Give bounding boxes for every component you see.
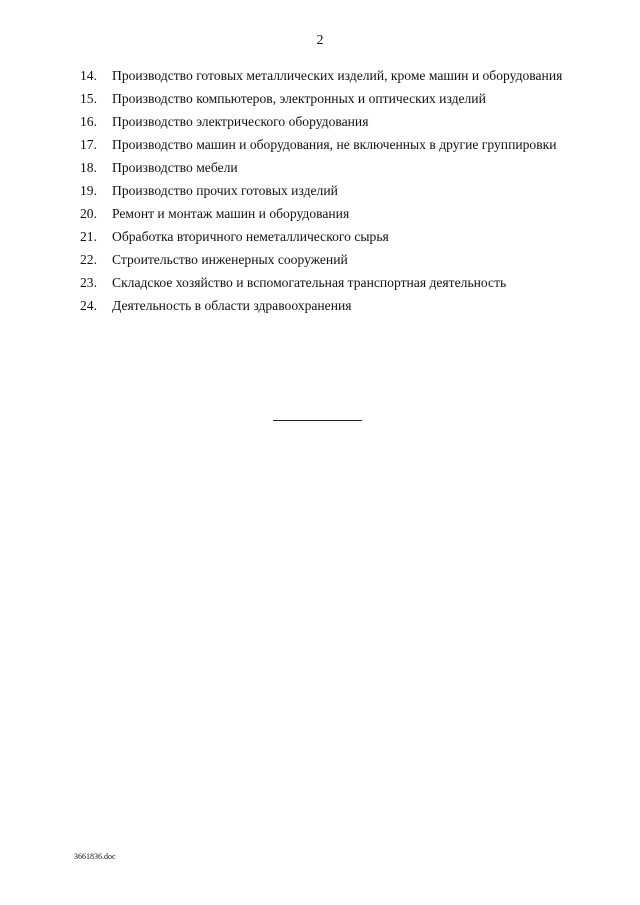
list-item bbox=[80, 91, 570, 107]
list-item-number: 23. bbox=[80, 275, 97, 290]
list-item-text: Производство готовых металлических изделий, кроме машин и оборудования bbox=[112, 68, 563, 83]
list-item-text: Производство прочих готовых изделий bbox=[112, 183, 338, 198]
list-item bbox=[80, 298, 570, 314]
list-item-number: 21. bbox=[80, 229, 97, 244]
list-item bbox=[80, 68, 570, 84]
list-item bbox=[80, 114, 570, 130]
list-item-text: Производство машин и оборудования, не включенных в другие группировки bbox=[112, 137, 557, 152]
list-item-text: Строительство инженерных сооружений bbox=[112, 252, 348, 267]
list-item-number: 19. bbox=[80, 183, 97, 198]
page-number: 2 bbox=[316, 33, 324, 48]
list-item-text: Складское хозяйство и вспомогательная транспортная деятельность bbox=[112, 275, 507, 290]
list-item-number: 24. bbox=[80, 298, 97, 313]
list-item-number: 16. bbox=[80, 114, 97, 129]
list-item-text: Производство электрического оборудования bbox=[112, 114, 369, 129]
list-item-number: 18. bbox=[80, 160, 97, 175]
list-item bbox=[80, 275, 570, 291]
list-item bbox=[80, 160, 570, 176]
activity-list bbox=[80, 68, 570, 321]
document-footer: 3661836.doc bbox=[74, 852, 116, 861]
list-item bbox=[80, 137, 570, 153]
section-divider bbox=[273, 420, 362, 421]
list-item-number: 22. bbox=[80, 252, 97, 267]
list-item-text: Производство мебели bbox=[112, 160, 238, 175]
list-item-text: Ремонт и монтаж машин и оборудования bbox=[112, 206, 350, 221]
list-item-text: Деятельность в области здравоохранения bbox=[112, 298, 352, 313]
list-item bbox=[80, 252, 570, 268]
list-item bbox=[80, 229, 570, 245]
list-item-number: 17. bbox=[80, 137, 97, 152]
list-item-number: 14. bbox=[80, 68, 97, 83]
list-item-number: 20. bbox=[80, 206, 97, 221]
list-item-text: Производство компьютеров, электронных и оптических изделий bbox=[112, 91, 486, 106]
list-item bbox=[80, 206, 570, 222]
list-item-text: Обработка вторичного неметаллического сырья bbox=[112, 229, 389, 244]
list-item-number: 15. bbox=[80, 91, 97, 106]
list-item bbox=[80, 183, 570, 199]
